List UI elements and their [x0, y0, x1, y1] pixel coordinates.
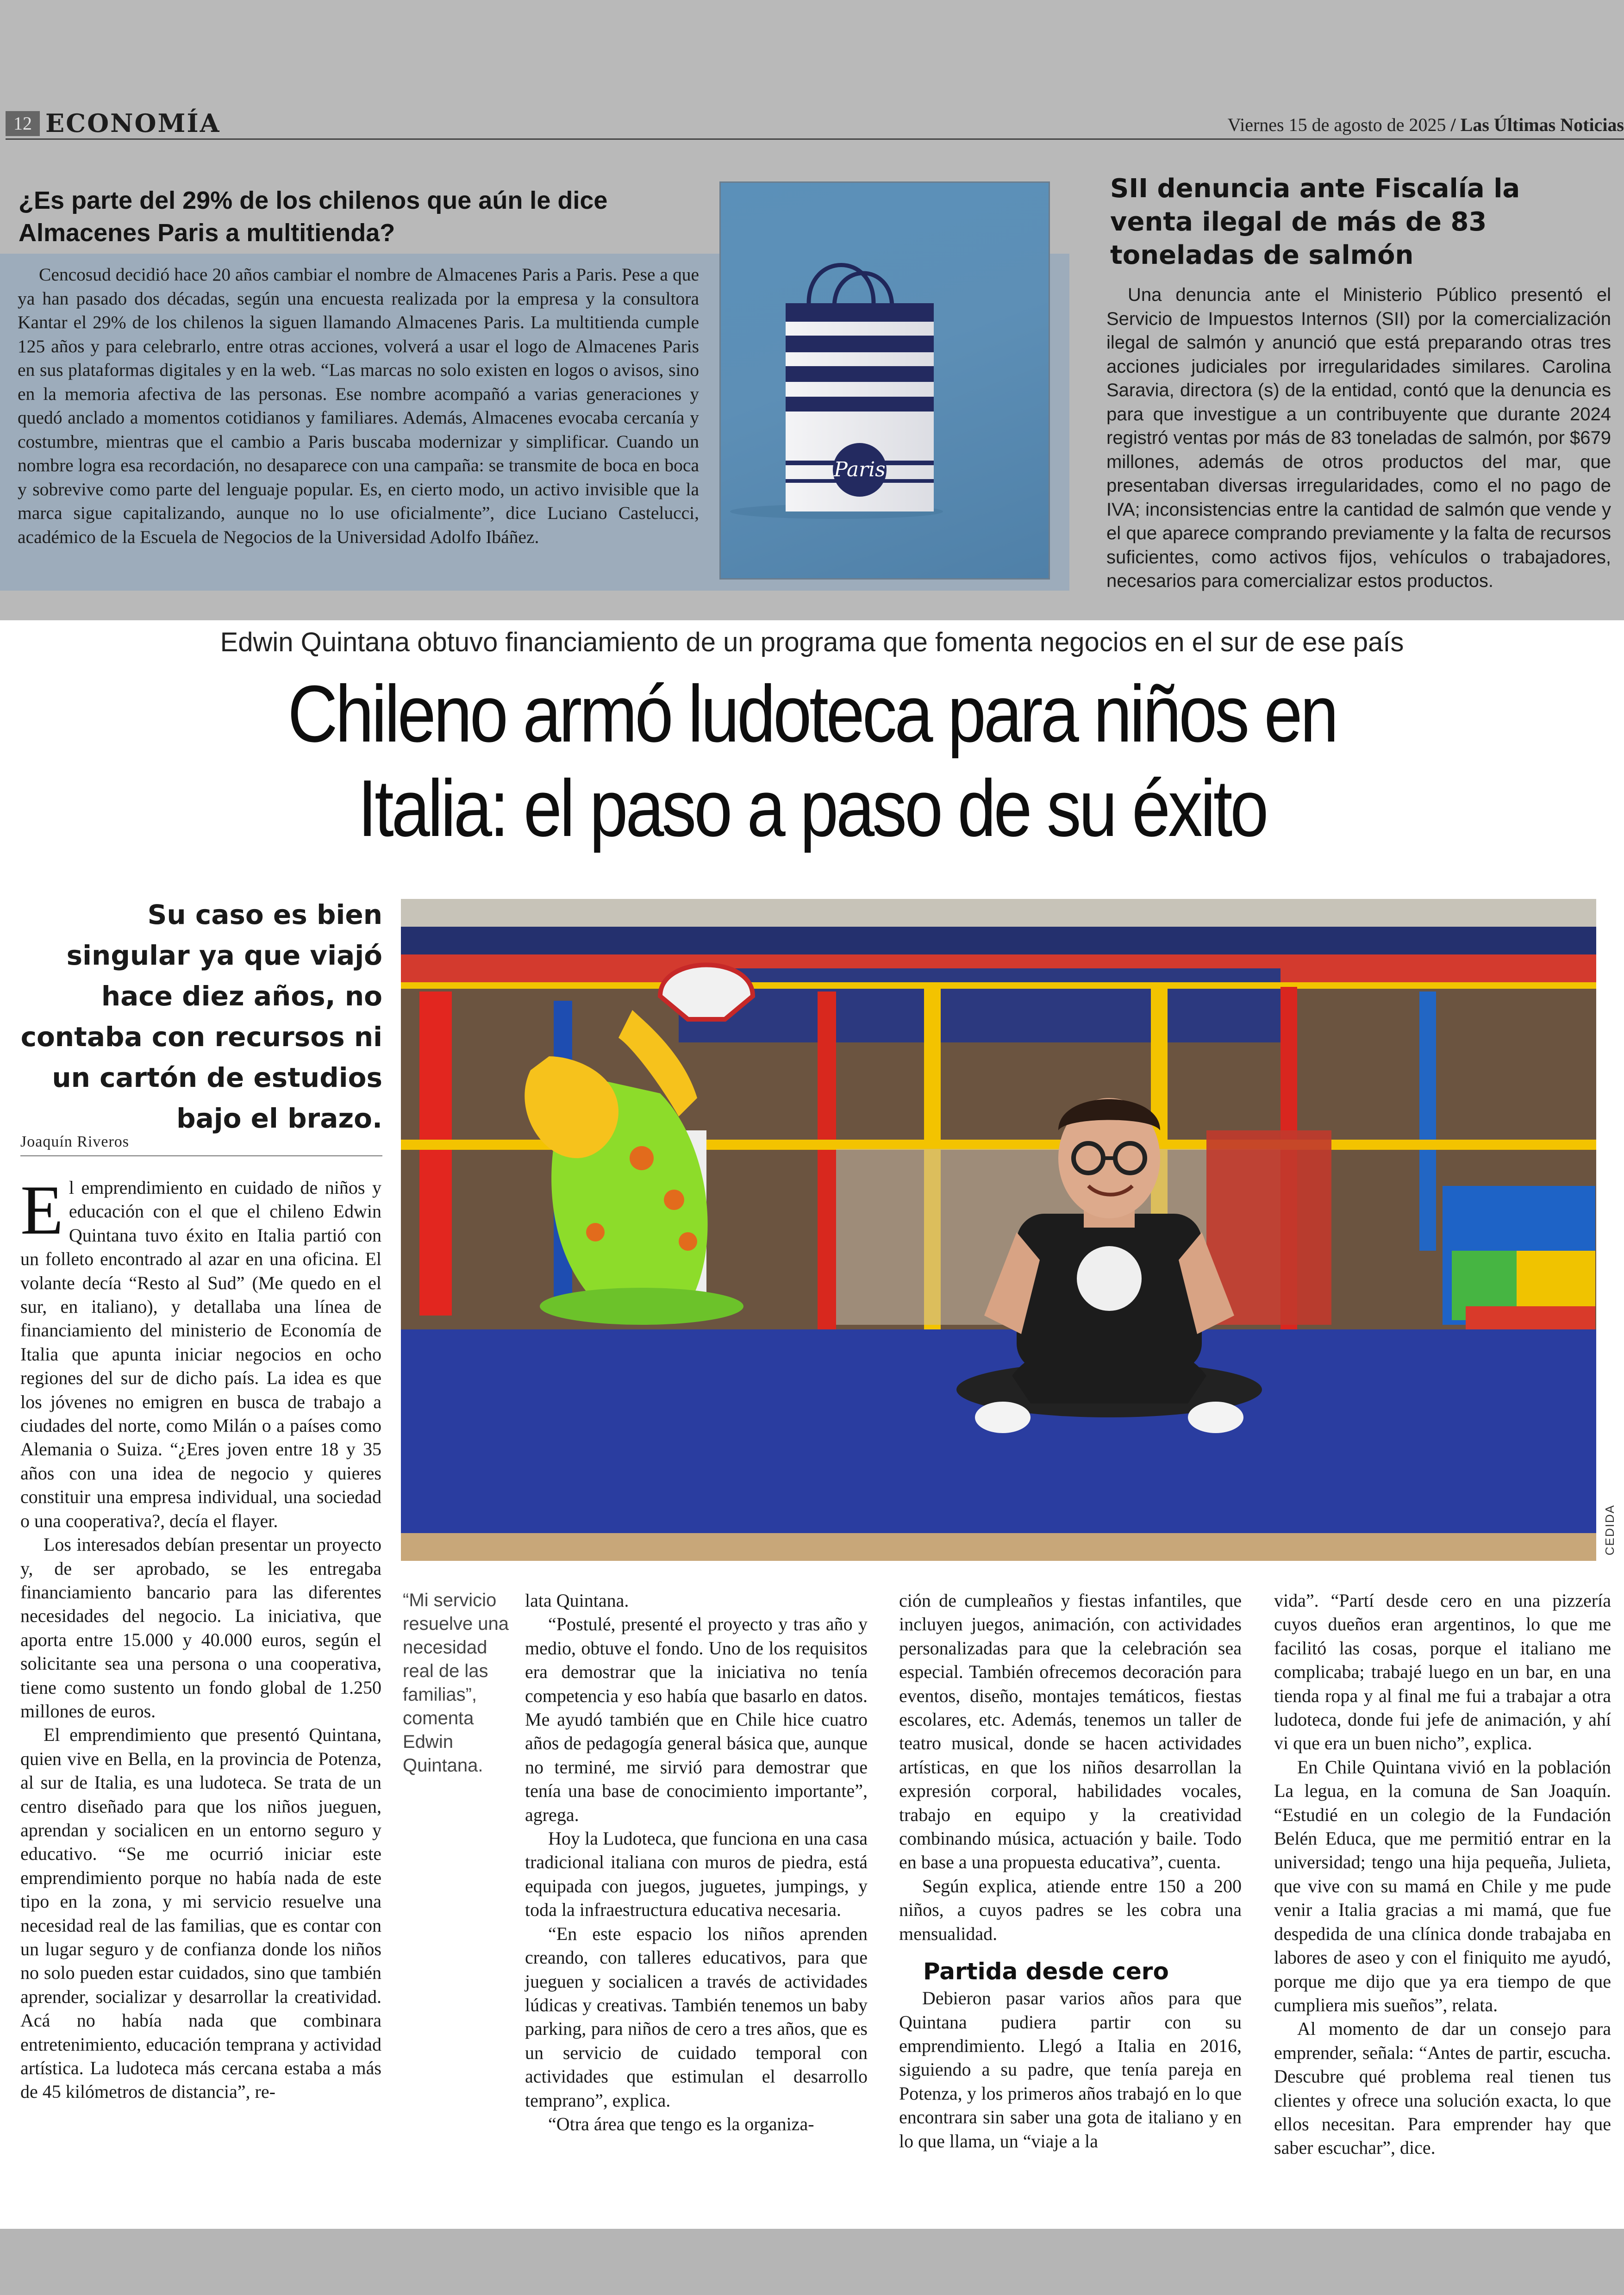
newspaper-name: Las Últimas Noticias [1460, 114, 1624, 135]
drop-cap: E [20, 1171, 63, 1249]
story-paragraph: En Chile Quintana vivió en la población La legua, en la comuna de San Joaquín. “Estudié en un colegio de la Fundación Belén Educa, que me permitió entrar en la universidad; tengo una hija pequeña, Julieta, que vive con su mamá en Chile y me pude venir a Italia gracias a mi mamá, que fue despedida de una clínica donde trabajaba en labores de aseo y con el finiquito me ayudó, porque me dijo que ya era tiempo de que cumpliera mis sueños”, relata. [1274, 1756, 1611, 2015]
sii-brief-body: Una denuncia ante el Ministerio Público presentó el Servicio de Impuestos Internos (SII) por la comercialización ilegal de salmón y anunció que está preparando otras tres acciones judiciales por irregularidades similares. Carolina Saravia, directora (s) de la entidad, contó que la denuncia es para que investigue a un contribuyente que durante 2024 registró ventas por más de 83 toneladas de salmón, por $679 millones, además de otros productos del mar, que presentaban diversas irregularidades, como el no pago de IVA; inconsistencias entre la cantidad de salmón que vende y el que aparece comprando previamente y la falta de recursos suficientes, como activos fijos, vehículos o trabajadores, necesarios para comercializar estos productos. [1106, 285, 1611, 591]
story-paragraph: Al momento de dar un consejo para emprender, señala: “Antes de partir, escucha. Descubre qué problema real tienen tus clientes y ofrece una solución exacta, lo que ellos necesitan. Para emprender hay que saber escuchar”, dice. [1274, 2018, 1611, 2158]
story-paragraph: “Otra área que tengo es la organiza- [548, 2113, 814, 2134]
paris-brief-title: ¿Es parte del 29% de los chilenos que aún le dice Almacenes Paris a multitienda? [19, 187, 608, 247]
page-header [6, 108, 1624, 140]
story-paragraph: Según explica, atiende entre 150 a 200 niños, a cuyos padres se les cobra una mensualidad. [899, 1875, 1242, 1944]
playroom-scene [401, 899, 1596, 1561]
ludoteca-photo [401, 899, 1596, 1561]
story-paragraph: Los interesados debían presentar un proyecto y, de ser aprobado, se les entregaba financiamiento bancario para las diferentes necesidades del negocio. La iniciativa, que aporta entre 15.000 y 40.000 euros, según el solicitante sea una persona o una cooperativa, tiene como sustento un fondo global de 1.250 millones de euros. [20, 1534, 381, 1721]
section-title: ECONOMÍA [45, 108, 221, 138]
photo-credit: CEDIDA [1603, 1504, 1617, 1556]
bottom-margin-band [0, 2229, 1624, 2295]
story-paragraph: Debieron pasar varios años para que Quintana pudiera partir con su emprendimiento. Llegó a Italia en 2016, siguiendo a su padre, que tenía pareja en Potenza, y los primeros años trabajó en lo que encontrara sin saber una gota de italiano y en lo que llama, un “viaje a la [899, 1988, 1242, 2152]
story-column-2 [525, 1589, 868, 2136]
headline-line-1: Chileno armó ludoteca para niños en [287, 668, 1337, 759]
paragraph-text: l emprendimiento en cuidado de niños y educación con el que el chileno Edwin Quintana tuvo éxito en Italia partió con un folleto encontrado al azar en una oficina. El volante decía “Resto al Sud” (Me quedo en el sur, en italiano), y detallaba una línea de financiamiento del ministerio de Economía de Italia que apunta iniciar negocios en ocho regiones del sur de dicho país. La idea es que los jóvenes no emigren en busca de trabajo a ciudades del norte, como Milán o a países como Alemania o Suiza. “¿Eres joven entre 18 y 35 años con una idea de negocio y quieres constituir una empresa individual, una sociedad o una cooperativa?, decía el flayer. [20, 1177, 381, 1531]
story-column-4 [1274, 1589, 1611, 2160]
shopping-bag-illustration [721, 183, 1051, 581]
headline-line-2: Italia: el paso a paso de su éxito [357, 763, 1267, 853]
story-paragraph: ción de cumpleaños y fiestas infantiles, que incluyen juegos, animación, con actividades personalizadas para que la celebración sea especial. También ofrecemos decoración para eventos, diseño, montajes temáticos, fiestas escolares, etc. Además, tenemos un taller de teatro musical, donde se hacen actividades artísticas, en que los niños desarrollan la expresión corporal, habilidades vocales, trabajo en equipo y la creatividad combinando música, actuación y baile. Todo en base a una propuesta educativa”, cuenta. [899, 1590, 1242, 1873]
story-column-3 [899, 1589, 1242, 2153]
byline: Joaquín Riveros [20, 1133, 130, 1150]
subheading: Partida desde cero [923, 1958, 1169, 1985]
story-paragraph: “Postulé, presenté el proyecto y tras año y medio, obtuve el fondo. Uno de los requisitos era demostrar que la iniciativa no tenía competencia y eso había que basarlo en datos. Me ayudó también que en Chile hice cuatro años de pedagogía general básica que, aunque no terminé, me sirvió para demostrar que tenía una base de conocimiento importante”, agrega. [525, 1614, 868, 1825]
story-column-1 [20, 1171, 381, 2104]
paris-brief-body: Cencosud decidió hace 20 años cambiar el nombre de Almacenes Paris a Paris. Pese a que ya han pasado dos décadas, según una encuesta realizada por la empresa y la consultora Kantar el 29% de los chilenos la siguen llamando Almacenes Paris. La multitienda cumple 125 años y para celebrarlo, entre otras acciones, volverá a usar el logo de Almacenes Paris en sus plataformas digitales y en la web. “Las marcas no solo existen en logos o avisos, sino en la memoria afectiva de las personas. Ese nombre acompañó a varias generaciones y quedó anclado a momentos cotidianos y familiares. Además, Almacenes evocaba cercanía y costumbre, mientras que el cambio a Paris buscaba modernizar y simplificar. Cuando un nombre logra esa recordación, no desaparece con una campaña: se transmite de boca en boca y sobrevive como parte del lenguaje popular. Es, en cierto modo, un activo invisible que la marca sigue capitalizando, aunque no lo use oficialmente”, dice Luciano Castelucci, académico de la Escuela de Negocios de la Universidad Adolfo Ibáñez. [18, 264, 699, 547]
page-number: 12 [6, 111, 40, 136]
dateline [1228, 114, 1624, 136]
story-paragraph: lata Quintana. [525, 1590, 629, 1611]
story-paragraph: vida”. “Partí desde cero en una pizzería cuyos dueños eran argentinos, lo que me facilitó las cosas, porque el italiano me complicaba; trabajé luego en un bar, en una tienda ropa y al final me fui a trabajar a otra ludoteca, donde fui jefe de animación, y ahí vi que era un buen nicho”, explica. [1274, 1590, 1611, 1754]
story-deck: Su caso es bien singular ya que viajó hace diez años, no contaba con recursos ni un cartón de estudios bajo el brazo. [20, 899, 382, 1134]
issue-date: Viernes 15 de agosto de 2025 [1227, 114, 1446, 135]
story-paragraph: Hoy la Ludoteca, que funciona en una casa tradicional italiana con muros de piedra, está equipada con juegos, juguetes, jumpings, y toda la infraestructura educativa necesaria. [525, 1828, 868, 1921]
paris-logo: Paris [834, 458, 886, 481]
paris-shopping-bag-photo [719, 181, 1050, 580]
story-headline [194, 667, 1431, 855]
story-kicker: Edwin Quintana obtuvo financiamiento de un programa que fomenta negocios en el sur de ese país [220, 627, 1404, 657]
dateline-separator: / [1450, 114, 1456, 135]
story-paragraph [20, 1171, 381, 1533]
sii-brief-title: SII denuncia ante Fiscalía la venta ilegal de más de 83 toneladas de salmón [1110, 174, 1520, 270]
byline-rule [20, 1155, 382, 1156]
story-paragraph: El emprendimiento que presentó Quintana, quien vive en Bella, en la provincia de Potenza, al sur de Italia, es una ludoteca. Se trata de un centro diseñado para que los niños jueguen, aprendan y socialicen en un entorno seguro y educativo. “Se me ocurrió iniciar este emprendimiento porque no había nada de este tipo en la zona, y mi servicio resuelve una necesidad real de las familias, que es contar con un lugar seguro y de confianza donde los niños no solo pueden estar cuidados, sino que también aprender, socializar y desarrollar la creatividad. Acá no había nada que combinara entretenimiento, educación temprana y actividad artística. La ludoteca más cercana estaba a más de 45 kilómetros de distancia”, re- [20, 1724, 381, 2102]
pull-quote: “Mi servicio resuelve una necesidad real de las familias”, comenta Edwin Quintana. [403, 1590, 509, 1776]
story-paragraph: “En este espacio los niños aprenden creando, con talleres educativos, para que jueguen y socialicen a través de actividades lúdicas y creativas. También tenemos un baby parking, para niños de cero a tres años, que es un servicio de cuidado temporal con actividades que estimulan el desarrollo temprano”, explica. [525, 1923, 868, 2111]
